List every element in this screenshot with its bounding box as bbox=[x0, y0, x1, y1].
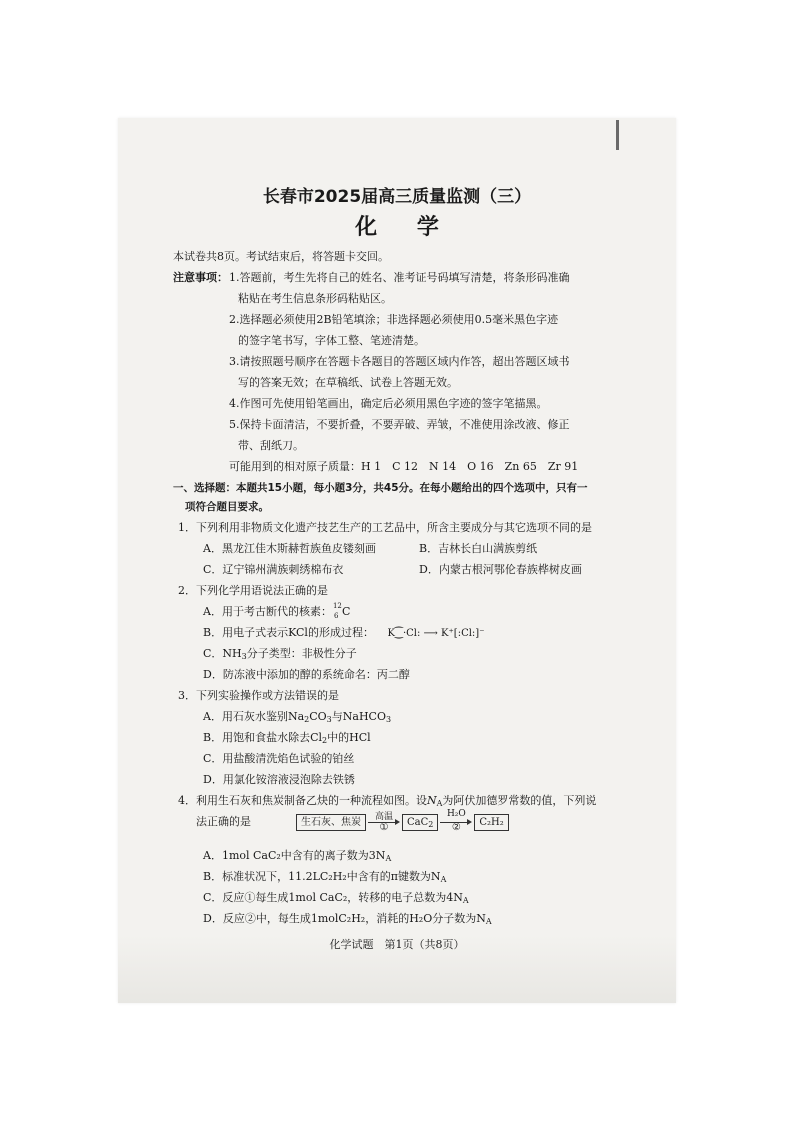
nuclide-notation bbox=[332, 602, 342, 620]
q3-a-sub3: 3 bbox=[385, 715, 392, 724]
flow-mid-box bbox=[402, 814, 438, 831]
q3-a-1: A．用石灰水鉴别Na bbox=[203, 710, 305, 723]
q4-option-b bbox=[203, 870, 446, 884]
q3-a-sub1: 2 bbox=[304, 715, 310, 724]
q3-option-b bbox=[203, 731, 371, 745]
flow-arrow-1 bbox=[368, 812, 400, 832]
q4-d-sub: A bbox=[485, 917, 492, 926]
atomic-masses: 可能用到的相对原子质量：H 1 C 12 N 14 O 16 Zn 65 Zr 91 bbox=[229, 460, 579, 473]
q2-option-a-text: A．用于考古断代的核素： bbox=[203, 605, 332, 618]
subject-title: 化 学 bbox=[355, 215, 455, 240]
q4-b-sub: A bbox=[440, 875, 447, 884]
notice-2a: 2.选择题必须使用2B铅笔填涂；非选择题必须使用0.5毫米黑色字迹 bbox=[229, 313, 559, 326]
q4-option-a bbox=[203, 849, 391, 863]
intro-text: 本试卷共8页。考试结束后，将答题卡交回。 bbox=[173, 250, 389, 263]
q2-stem: 2．下列化学用语说法正确的是 bbox=[178, 584, 328, 597]
q1-option-a: A．黑龙江佳木斯赫哲族鱼皮镂刻画 bbox=[203, 542, 376, 555]
q2-option-c bbox=[203, 647, 357, 661]
flow-cond-1: 高温 bbox=[374, 812, 393, 822]
flow-end-box: C₂H₂ bbox=[474, 814, 508, 831]
q4-b-text: B．标准状况下，11.2LC₂H₂中含有的π键数为N bbox=[203, 870, 441, 883]
notice-4: 4.作图可先使用铅笔画出，确定后必须用黑色字迹的签字笔描黑。 bbox=[229, 397, 548, 410]
q2-option-d: D．防冻液中添加的醇的系统命名：丙二醇 bbox=[203, 668, 410, 681]
notice-3a: 3.请按照题号顺序在答题卡各题目的答题区域内作答，超出答题区域书 bbox=[229, 355, 570, 368]
flow-step-2: ② bbox=[451, 822, 461, 833]
q3-option-a bbox=[203, 710, 391, 724]
q4-stem-a-2: 为阿伏加德罗常数的值，下列说 bbox=[442, 794, 597, 807]
notice-5b: 带、刮纸刀。 bbox=[238, 439, 304, 452]
q2-c-sub: 3 bbox=[241, 652, 247, 661]
q3-a-2: CO bbox=[309, 710, 327, 723]
flow-start-box: 生石灰、焦炭 bbox=[296, 814, 366, 831]
scan-edge-mark bbox=[616, 120, 619, 150]
q4-flow-diagram bbox=[296, 809, 509, 833]
q4-stem-a bbox=[178, 794, 596, 808]
q3-a-3: 与NaHCO bbox=[331, 710, 386, 723]
q3-option-d: D．用氯化铵溶液浸泡除去铁锈 bbox=[203, 773, 355, 786]
nuclide-symbol: C bbox=[341, 605, 351, 618]
notice-3b: 写的答案无效；在草稿纸、试卷上答题无效。 bbox=[238, 376, 458, 389]
notice-5a: 5.保持卡面清洁，不要折叠，不要弄破、弄皱，不准使用涂改液、修正 bbox=[229, 418, 570, 431]
notice-2b: 的签字笔书写，字体工整、笔迹清楚。 bbox=[238, 334, 425, 347]
exam-title: 长春市2025届高三质量监测（三） bbox=[262, 187, 532, 207]
q2-c-post: 分子类型：非极性分子 bbox=[246, 647, 357, 660]
kcl-electron-formula: K⁐·Cl: ⟶ K⁺[:Cl:]⁻ bbox=[387, 628, 485, 639]
q3-b-2: 中的HCl bbox=[327, 731, 371, 744]
q3-stem: 3．下列实验操作或方法错误的是 bbox=[178, 689, 339, 702]
q4-a-text: A．1mol CaC₂中含有的离子数为3N bbox=[203, 849, 386, 862]
section1-heading-b: 项符合题目要求。 bbox=[185, 501, 269, 513]
nuclide-z: 6 bbox=[333, 612, 339, 620]
flow-step-1: ① bbox=[379, 822, 389, 833]
q3-b-1: B．用饱和食盐水除去Cl bbox=[203, 731, 323, 744]
q2-option-a bbox=[203, 602, 351, 620]
notice-1a: 1.答题前，考生先将自己的姓名、准考证号码填写清楚，将条形码准确 bbox=[229, 271, 570, 284]
section1-heading-a: 一、选择题：本题共15小题，每小题3分，共45分。在每小题给出的四个选项中，只有一 bbox=[173, 482, 588, 494]
q1-option-d: D．内蒙古根河鄂伦春族桦树皮画 bbox=[419, 563, 582, 576]
nuclide-mass: 12 bbox=[332, 602, 342, 610]
notice-label: 注意事项： bbox=[173, 271, 228, 284]
q4-d-text: D．反应②中，每生成1molC₂H₂，消耗的H₂O分子数为N bbox=[203, 912, 486, 925]
q4-na-sub: A bbox=[436, 799, 443, 808]
q4-stem-b: 法正确的是 bbox=[196, 815, 251, 828]
notice-1b: 粘贴在考生信息条形码粘贴区。 bbox=[238, 292, 392, 305]
flow-cond-2: H₂O bbox=[446, 809, 466, 819]
q1-stem: 1．下列利用非物质文化遗产技艺生产的工艺品中，所含主要成分与其它选项不同的是 bbox=[178, 521, 592, 534]
q2-option-b-text: B．用电子式表示KCl的形成过程： bbox=[203, 626, 374, 639]
q2-option-b bbox=[203, 626, 484, 641]
q1-option-c: C．辽宁锦州满族刺绣棉布衣 bbox=[203, 563, 344, 576]
q4-option-c bbox=[203, 891, 469, 905]
page-footer: 化学试题 第1页（共8页） bbox=[329, 938, 465, 951]
q4-option-d bbox=[203, 912, 492, 926]
q4-a-sub: A bbox=[385, 854, 392, 863]
q1-option-b: B．吉林长白山满族剪纸 bbox=[419, 542, 538, 555]
q4-stem-a-1: 4．利用生石灰和焦炭制备乙炔的一种流程如图。设 bbox=[178, 794, 427, 807]
q3-b-sub: 2 bbox=[322, 736, 328, 745]
q2-c-pre: C．NH bbox=[203, 647, 242, 660]
flow-mid-sub: 2 bbox=[428, 819, 434, 829]
q3-a-sub2: 3 bbox=[326, 715, 332, 724]
q3-option-c: C．用盐酸清洗焰色试验的铂丝 bbox=[203, 752, 355, 765]
flow-mid-text: CaC bbox=[407, 816, 429, 828]
q4-c-sub: A bbox=[462, 896, 469, 905]
flow-arrow-2 bbox=[440, 809, 472, 833]
q4-c-text: C．反应①每生成1mol CaC₂，转移的电子总数为4N bbox=[203, 891, 463, 904]
q4-na-var: N bbox=[427, 794, 437, 807]
